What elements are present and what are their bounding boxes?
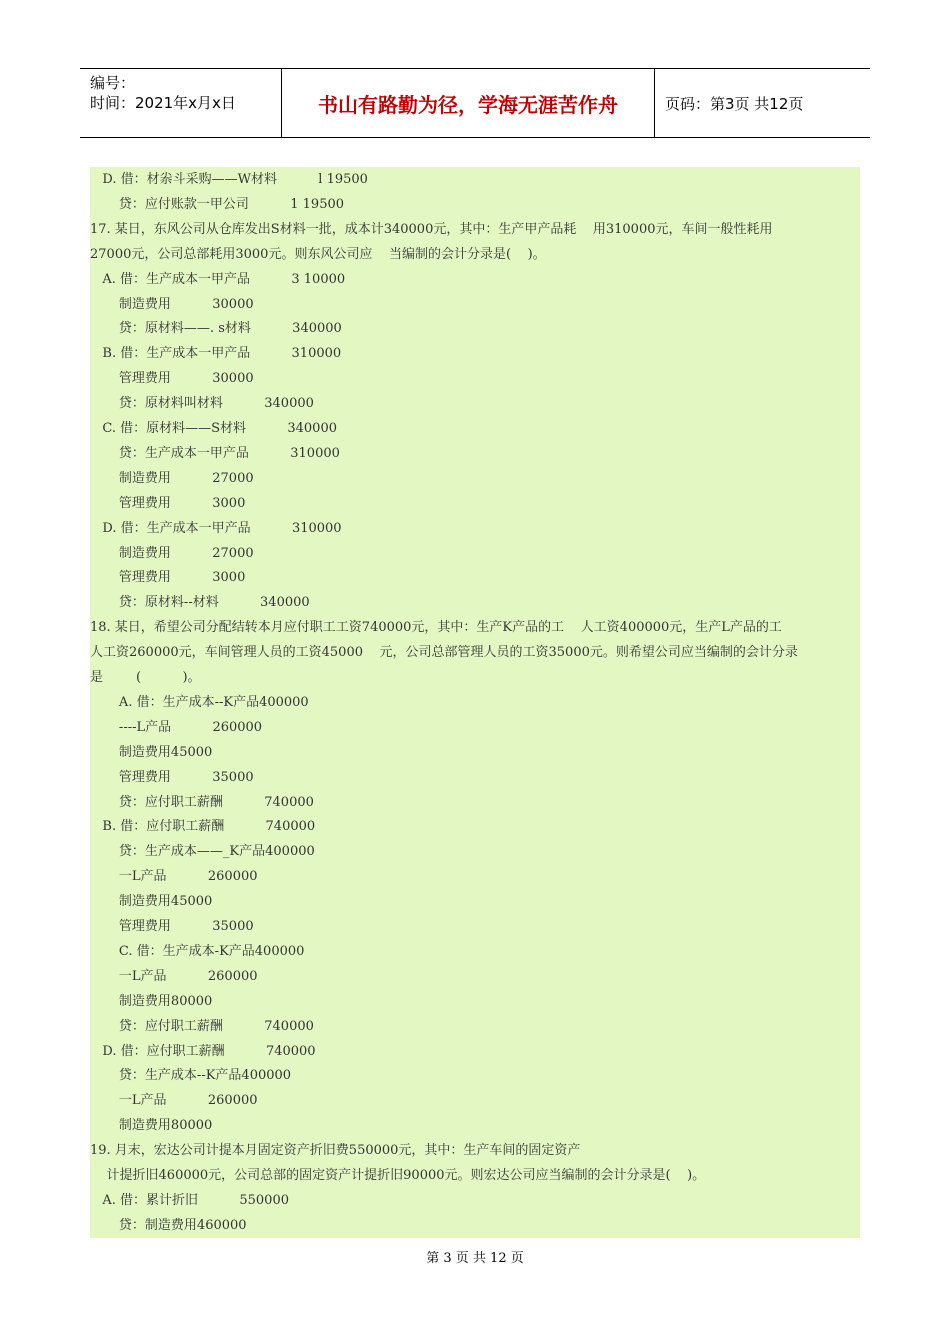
- text-line: 贷：应付职工薪酬 740000: [90, 794, 314, 810]
- text-line: 贷：生产成本——_K产品400000: [90, 844, 315, 860]
- text-line: 一L产品 260000: [90, 869, 258, 885]
- text-line: 人工资260000元，车间管理人员的工资45000 元，公司总部管理人员的工资35000元。则希望公司应当编制的会计分录: [90, 645, 798, 661]
- time-label: 时间：2021年x月x日: [90, 94, 236, 112]
- text-line: 贷：应付账款一甲公司 1 19500: [90, 196, 345, 212]
- text-line: 18. 某日，希望公司分配结转本月应付职工工资740000元，其中：生产K产品的工 人工资400000元，生产L产品的工: [90, 620, 782, 636]
- text-line: 管理费用 30000: [90, 371, 254, 387]
- text-line: 管理费用 3000: [90, 570, 246, 586]
- text-line: 一L产品 260000: [90, 968, 258, 984]
- motto-text: 书山有路勤为径，学海无涯苦作舟: [318, 92, 618, 117]
- text-line: D. 借：生产成本一甲产品 310000: [90, 520, 342, 536]
- text-line: 是 ( )。: [90, 670, 201, 685]
- text-line: 制造费用 27000: [90, 470, 254, 486]
- text-line: A. 借：生产成本--K产品400000: [90, 694, 309, 710]
- text-line: 管理费用 3000: [90, 495, 246, 511]
- header-motto-cell: [282, 69, 655, 137]
- text-line: B. 借：生产成本一甲产品 310000: [90, 346, 342, 362]
- text-line: 制造费用 30000: [90, 296, 254, 312]
- page-info: 页码：第3页 共12页: [665, 94, 804, 113]
- page-footer: 第 3 页 共 12 页: [426, 1251, 524, 1266]
- text-line: 制造费用80000: [90, 1118, 213, 1134]
- text-line: 贷：制造费用460000: [90, 1217, 247, 1233]
- text-line: 制造费用 27000: [90, 545, 254, 561]
- text-line: 17. 某日，东风公司从仓库发出S材料一批，成本计340000元，其中：生产甲产品耗 用310000元，车间一般性耗用: [90, 221, 773, 237]
- text-line: A. 借：生产成本一甲产品 3 10000: [90, 271, 346, 287]
- text-line: 贷：原材料叫材料 340000: [90, 396, 314, 412]
- text-line: 计提折旧460000元，公司总部的固定资产计提折旧90000元。则宏达公司应当编制的会计分录是( )。: [90, 1168, 706, 1183]
- text-line: D. 借：应付职工薪酬 740000: [90, 1043, 316, 1059]
- exercise-content: [90, 167, 860, 1238]
- text-line: ----L产品 260000: [90, 719, 263, 735]
- text-line: C. 借：生产成本-K产品400000: [90, 943, 305, 959]
- text-line: 一L产品 260000: [90, 1093, 258, 1109]
- text-line: 贷：应付职工薪酬 740000: [90, 1018, 314, 1034]
- text-line: A. 借：累计折旧 550000: [90, 1192, 289, 1208]
- text-line: 19. 月末，宏达公司计提本月固定资产折旧费550000元，其中：生产车间的固定资产: [90, 1143, 581, 1159]
- text-line: 贷：生产成本--K产品400000: [90, 1068, 292, 1084]
- text-line: 制造费用80000: [90, 993, 213, 1009]
- text-line: 27000元，公司总部耗用3000元。则东风公司应 当编制的会计分录是( )。: [90, 246, 546, 262]
- text-line: 贷：原材料——. s材料 340000: [90, 321, 342, 337]
- text-line: 贷：原材料--材料 340000: [90, 595, 310, 611]
- text-line: B. 借：应付职工薪酬 740000: [90, 819, 316, 835]
- text-line: 制造费用45000: [90, 744, 213, 760]
- text-line: 贷：生产成本一甲产品 310000: [90, 445, 340, 461]
- text-line: D. 借：材尜斗采购——W材料 l 19500: [90, 172, 368, 187]
- text-line: 制造费用45000: [90, 894, 213, 910]
- text-line: 管理费用 35000: [90, 769, 254, 785]
- doc-number-label: 编号：: [90, 74, 136, 92]
- text-line: C. 借：原材料——S材料 340000: [90, 421, 338, 436]
- header-left-cell: [80, 69, 282, 137]
- header-page-cell: [655, 69, 870, 137]
- page-header: [80, 68, 870, 138]
- text-line: 管理费用 35000: [90, 919, 254, 934]
